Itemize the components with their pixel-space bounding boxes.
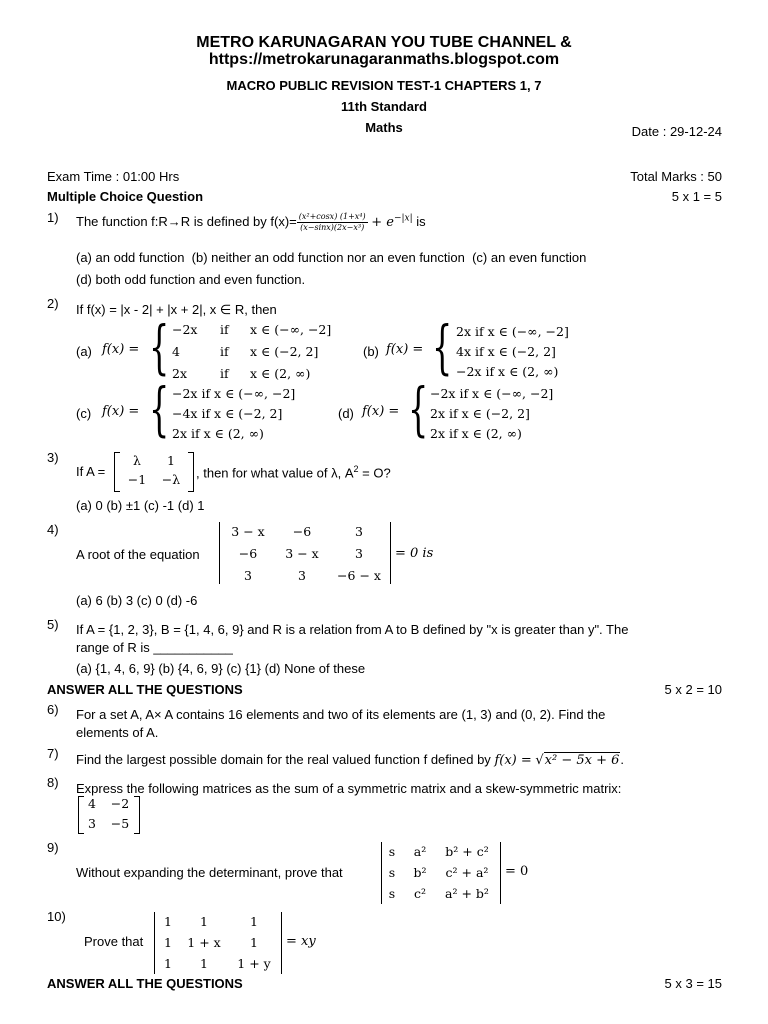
exam-date: Date : 29-12-24	[631, 124, 722, 139]
q1-question: The function f:R→R is defined by f(x)= $\frac{\text{(x²+cosx) (1+x⁴)}}{\text{(x−sinx)(2x−x³)}}$ + $e^{-|x|}$ is	[76, 212, 426, 232]
q2-d-fx: f(x) =	[362, 404, 400, 419]
q10-number: 10)	[47, 909, 66, 924]
test-title: MACRO PUBLIC REVISION TEST-1 CHAPTERS 1, 7	[226, 78, 542, 93]
blog-url: https://metrokarunagaranmaths.blogspot.com	[208, 51, 560, 68]
q3-options: (a) 0 (b) ±1 (c) -1 (d) 1	[76, 498, 205, 513]
q4-text: A root of the equation	[76, 547, 200, 562]
q8-text: Express the following matrices as the sum of a symmetric matrix and a skew-symmetric matrix:	[76, 781, 622, 796]
q2-option-a-label: (a)	[76, 344, 92, 359]
section-b-title: ANSWER ALL THE QUESTIONS	[47, 682, 243, 697]
q6-line1: For a set A, A× A contains 16 elements and two of its elements are (1, 3) and (0, 2). Find the	[76, 707, 606, 722]
q3-text: , then for what value of λ, $A^2 = O$?	[196, 464, 391, 481]
q2-c-fx: f(x) =	[102, 404, 140, 419]
q4-number: 4)	[47, 522, 59, 537]
section-b-marks: 5 x 2 = 10	[664, 682, 722, 697]
q2-d-brace: {	[408, 375, 429, 443]
q2-b-fx: f(x) =	[386, 342, 424, 357]
q10-determinant: 1 1 1 1 1 + x 1 1 1 1 + y	[154, 912, 282, 976]
q10-equation: = xy	[286, 934, 316, 949]
q2-option-b-label: (b)	[363, 344, 379, 359]
standard-label: 11th Standard	[341, 99, 427, 114]
q3-number: 3)	[47, 450, 59, 465]
q3-pre: If A =	[76, 464, 106, 479]
q2-option-d-label: (d)	[338, 406, 354, 421]
q6-line2: elements of A.	[76, 725, 159, 740]
q2-a-brace: {	[149, 313, 170, 381]
q7-number: 7)	[47, 746, 59, 761]
q4-determinant: 3 − x −6 3 −6 3 − x 3 3 3 −6 − x	[219, 522, 391, 586]
q5-line2: range of R is ___________	[76, 640, 233, 655]
q2-c-brace: {	[149, 375, 170, 443]
q1-options-row1: (a) an odd function (b) neither an odd function nor an even function (c) an even function	[76, 250, 587, 265]
q9-determinant: s a² b² + c² s b² c² + a² s c² a² + b²	[381, 842, 501, 906]
total-marks: Total Marks : 50	[630, 169, 722, 184]
q4-options: (a) 6 (b) 3 (c) 0 (d) -6	[76, 593, 198, 608]
q1-number: 1)	[47, 210, 59, 225]
q9-number: 9)	[47, 840, 59, 855]
section-c-marks: 5 x 3 = 15	[664, 976, 722, 991]
q1-options-row2: (d) both odd function and even function.	[76, 272, 306, 287]
q2-b-brace: {	[432, 313, 453, 381]
q5-line1: If A = {1, 2, 3}, B = {1, 4, 6, 9} and R is a relation from A to B defined by "x is greater than y". The	[76, 622, 629, 637]
q3-matrix: λ 1 −1 −λ	[114, 452, 194, 492]
q2-question: If f(x) = |x - 2| + |x + 2|, x ∈ R, then	[76, 302, 277, 317]
q2-option-c-label: (c)	[76, 406, 92, 421]
section-c-title: ANSWER ALL THE QUESTIONS	[47, 976, 243, 991]
q6-number: 6)	[47, 702, 59, 717]
channel-title: METRO KARUNAGARAN YOU TUBE CHANNEL &	[196, 34, 572, 51]
q5-number: 5)	[47, 617, 59, 632]
q2-number: 2)	[47, 296, 59, 311]
subject-label: Maths	[365, 120, 403, 135]
q8-number: 8)	[47, 775, 59, 790]
q10-text: Prove that	[84, 934, 144, 949]
q9-equation: = 0	[505, 864, 529, 879]
section-a-title: Multiple Choice Question	[47, 189, 204, 204]
q2-a-fx: f(x) =	[102, 342, 140, 357]
q9-text: Without expanding the determinant, prove that	[76, 865, 343, 880]
section-a-marks: 5 x 1 = 5	[671, 189, 722, 204]
q5-options: (a) {1, 4, 6, 9} (b) {4, 6, 9} (c) {1} (d) None of these	[76, 661, 366, 676]
q7-text: Find the largest possible domain for the real valued function f defined by f(x) = √x² − 5x + 6.	[76, 752, 625, 768]
exam-time: Exam Time : 01:00 Hrs	[47, 169, 180, 184]
q4-equation: = 0 is	[395, 546, 434, 561]
q8-matrix: 4 −2 3 −5	[78, 796, 140, 836]
